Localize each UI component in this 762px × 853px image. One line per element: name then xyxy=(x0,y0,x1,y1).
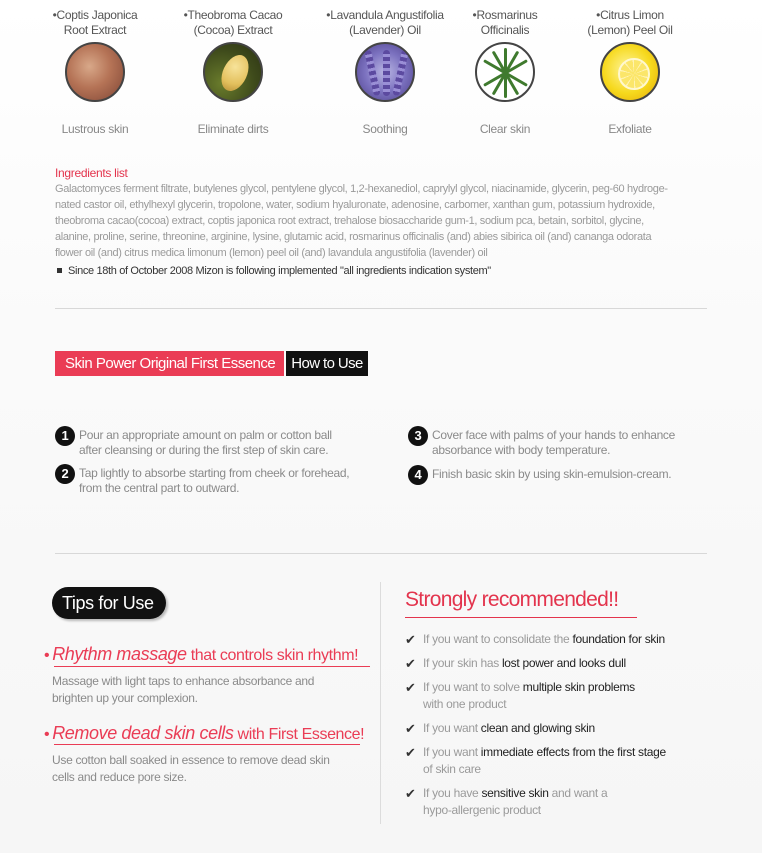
column-divider xyxy=(380,582,381,824)
ingredients-line: theobroma cacao(cocoa) extract, coptis japonica root extract, trehalose biosaccharide gum-1, sodium pca, betain, sorbitol, glycine, xyxy=(55,215,644,227)
tip-bullet: • xyxy=(44,647,50,664)
step-text: absorbance with body temperature. xyxy=(432,443,611,457)
rec-bold: lost power and looks dull xyxy=(501,656,626,670)
square-bullet-icon xyxy=(57,268,62,273)
tip-body xyxy=(52,673,372,707)
rec-bold: multiple skin problems xyxy=(522,680,635,694)
tip-highlight: Remove dead skin cells xyxy=(52,723,234,743)
tip-heading-rest: with First Essence! xyxy=(233,726,365,743)
rec-bold: clean and glowing skin xyxy=(480,721,595,735)
ingredients-note xyxy=(55,265,715,277)
ingredients-line: Galactomyces ferment filtrate, butylenes glycol, pentylene glycol, 1,2-hexanediol, caprylyl glycol, niacinamide, glycerin, peg-60 hydroge- xyxy=(55,183,668,195)
rec-text: If you want to consolidate the xyxy=(423,632,573,646)
ingredient-coptis xyxy=(30,8,160,136)
ingredients-list-title: Ingredients list xyxy=(55,166,128,180)
rec-text: If you want xyxy=(423,721,481,735)
ingredients-list-text xyxy=(55,181,715,261)
recommendation-item xyxy=(405,744,666,778)
step-text: Cover face with palms of your hands to enhance xyxy=(432,428,676,442)
tip-body-line: Massage with light taps to enhance absorbance and xyxy=(52,674,315,688)
how-to-use-label: How to Use xyxy=(286,351,368,376)
step-text: Finish basic skin by using skin-emulsion-cream. xyxy=(432,467,672,481)
ingredient-effect: Eliminate dirts xyxy=(197,122,269,136)
rec-text: and want a xyxy=(548,786,608,800)
step-2 xyxy=(55,466,349,496)
checkmark-icon: ✔ xyxy=(405,721,416,736)
rec-text: with one product xyxy=(423,697,507,711)
ingredient-name: (Lavender) Oil xyxy=(349,23,421,37)
tip-body-line: brighten up your complexion. xyxy=(52,691,198,705)
rec-text: of skin care xyxy=(423,762,481,776)
rec-text: If you want to solve xyxy=(423,680,523,694)
tip-heading xyxy=(44,644,358,665)
ingredient-name: Theobroma Cacao xyxy=(187,8,283,22)
tip-body-line: cells and reduce pore size. xyxy=(52,770,187,784)
ingredient-name: Officinalis xyxy=(480,23,530,37)
key-ingredients xyxy=(30,8,730,136)
recommendation-item xyxy=(405,785,607,819)
rec-bold: foundation for skin xyxy=(572,632,665,646)
ingredient-name: (Lemon) Peel Oil xyxy=(587,23,673,37)
ingredient-name: Rosmarinus xyxy=(476,8,538,22)
ingredient-name: Coptis Japonica xyxy=(56,8,138,22)
section-divider xyxy=(55,308,707,309)
product-label: Skin Power Original First Essence xyxy=(55,351,284,376)
tip-underline xyxy=(54,744,360,745)
step-4 xyxy=(408,467,671,485)
ingredient-lavender xyxy=(320,8,450,136)
step-number-badge: 2 xyxy=(55,464,75,484)
rec-text: If your skin has xyxy=(423,656,502,670)
rec-text: If you want xyxy=(423,745,481,759)
ingredients-line: nated castor oil, ethylhexyl glycerin, tropolone, water, sodium hyaluronate, adenosine, carbomer, xanthan gum, potassium hydroxide, xyxy=(55,199,655,211)
ingredient-lemon xyxy=(565,8,695,136)
step-3 xyxy=(408,428,675,458)
step-text: from the central part to outward. xyxy=(79,481,240,495)
ingredient-effect: Lustrous skin xyxy=(61,122,129,136)
ingredient-effect: Soothing xyxy=(362,122,408,136)
step-number-badge: 1 xyxy=(55,426,75,446)
checkmark-icon: ✔ xyxy=(405,745,416,760)
tip-highlight: Rhythm massage xyxy=(52,644,187,664)
tip-underline xyxy=(54,666,370,667)
recommendation-item xyxy=(405,655,626,672)
recommendation-item xyxy=(405,720,595,737)
recommendation-item xyxy=(405,631,665,648)
rec-bold: immediate effects from the first stage xyxy=(480,745,666,759)
ingredient-name: Root Extract xyxy=(63,23,127,37)
tip-heading xyxy=(44,723,364,744)
tip-body-line: Use cotton ball soaked in essence to remove dead skin xyxy=(52,753,330,767)
ingredients-line: flower oil (and) citrus medica limonum (lemon) peel oil (and) lavandula angustifolia (lavender) oil xyxy=(55,247,488,259)
section-divider xyxy=(55,553,707,554)
step-text: Pour an appropriate amount on palm or cotton ball xyxy=(79,428,332,442)
tip-body xyxy=(52,752,372,786)
rec-text: If you have xyxy=(423,786,482,800)
recommended-underline xyxy=(405,617,637,618)
ingredient-cocoa xyxy=(168,8,298,136)
tips-title: Tips for Use xyxy=(52,587,166,619)
ingredient-effect: Exfoliate xyxy=(608,122,652,136)
step-number-badge: 3 xyxy=(408,426,428,446)
ingredient-name: Citrus Limon xyxy=(600,8,664,22)
ingredients-note-text: Since 18th of October 2008 Mizon is following implemented "all ingredients indication system" xyxy=(68,265,491,277)
cocoa-pod-image xyxy=(203,42,263,102)
step-number-badge: 4 xyxy=(408,465,428,485)
checkmark-icon: ✔ xyxy=(405,680,416,695)
recommended-title: Strongly recommended!! xyxy=(405,588,619,611)
ingredients-list-section xyxy=(55,166,715,277)
lavender-image xyxy=(355,42,415,102)
step-text: after cleansing or during the first step of skin care. xyxy=(79,443,329,457)
tip-bullet: • xyxy=(44,726,50,743)
rec-text: hypo-allergenic product xyxy=(423,803,541,817)
ingredient-effect: Clear skin xyxy=(479,122,531,136)
coptis-root-image xyxy=(65,42,125,102)
ingredients-line: alanine, proline, serine, threonine, arginine, lysine, glutamic acid, rosmarinus officinalis (and) abies sibirica oil (and) cananga odorata xyxy=(55,231,652,243)
ingredient-rosemary xyxy=(440,8,570,136)
ingredient-name: (Cocoa) Extract xyxy=(193,23,273,37)
rec-bold: sensitive skin xyxy=(481,786,549,800)
checkmark-icon: ✔ xyxy=(405,786,416,801)
recommendation-item xyxy=(405,679,635,713)
ingredient-name: Lavandula Angustifolia xyxy=(330,8,444,22)
lemon-image xyxy=(600,42,660,102)
step-1 xyxy=(55,428,332,458)
rosemary-image xyxy=(475,42,535,102)
step-text: Tap lightly to absorbe starting from cheek or forehead, xyxy=(79,466,350,480)
checkmark-icon: ✔ xyxy=(405,656,416,671)
tip-heading-rest: that controls skin rhythm! xyxy=(186,647,359,664)
how-to-use-header xyxy=(55,351,368,376)
checkmark-icon: ✔ xyxy=(405,632,416,647)
